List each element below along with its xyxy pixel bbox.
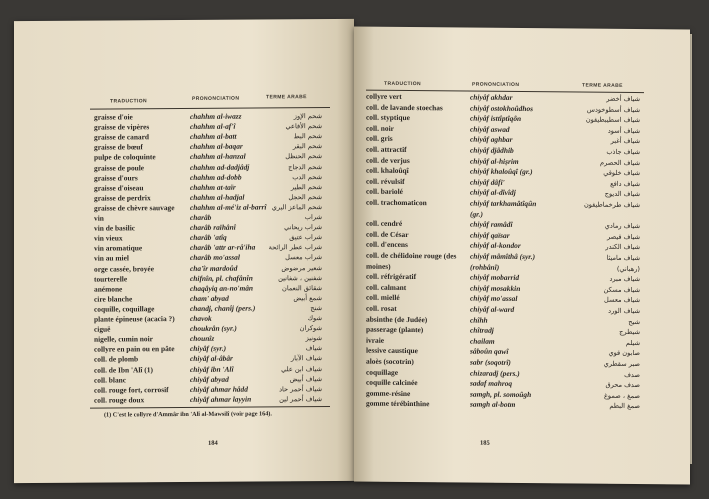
entry-traduction: gomme-résine	[366, 388, 411, 398]
entry-arabe: شفنين ، شفانين	[278, 273, 322, 282]
entry-arabe: شعير مرضوض	[281, 263, 322, 272]
entry-arabe: شياف دافع	[610, 179, 640, 188]
entry-arabe: شقائق النعمان	[282, 283, 322, 293]
entry-prononciation: chiyâf akhdar	[470, 92, 513, 102]
entry-traduction: coll. trachomaticon	[366, 197, 427, 208]
entry-arabe: شياف الآبار	[290, 354, 322, 363]
entry-arabe: شحم الطير	[290, 182, 322, 191]
entry-traduction: tourterelle	[94, 273, 128, 284]
entry-prononciation: choukrân (syr.)	[190, 323, 237, 334]
entry-arabe: شراب	[304, 213, 322, 222]
entry-prononciation: sâboûn qawî	[470, 346, 509, 357]
entry-prononciation: chiyâf aswad	[470, 124, 510, 134]
entry-traduction: coll. réfrigératif	[366, 271, 417, 282]
entry-arabe: شياف أبيض	[289, 374, 322, 383]
entry-traduction: vin de basilic	[94, 223, 136, 233]
entry-traduction: vin au miel	[94, 253, 129, 264]
entry-prononciation: chaqâyiq an-no'mân	[190, 283, 254, 293]
entry-prononciation: chîtradj	[470, 325, 494, 335]
entry-traduction: coll. cendré	[366, 218, 403, 229]
entry-traduction: anémone	[94, 284, 123, 294]
entry-arabe: شياف اسطيبطيقون	[585, 115, 640, 125]
entry-prononciation: chiyâf mobarrid	[470, 272, 520, 283]
entry-arabe: شراب ريحاني	[284, 223, 322, 232]
entry-prononciation: cham' abyad	[190, 293, 229, 303]
entry-traduction: vin vieux	[94, 233, 123, 243]
entry-traduction: coll. bariolé	[366, 187, 403, 197]
entry-traduction: coquille calcinée	[366, 377, 418, 388]
entry-traduction: coll. noir	[366, 123, 394, 133]
entry-traduction: graisse d'oiseau	[94, 182, 144, 193]
footnote-rule	[90, 406, 330, 409]
entry-arabe: شحم البقر	[292, 142, 322, 151]
entry-traduction: graisse de perdrix	[94, 193, 151, 203]
entry-prononciation: chahhm al-mé'iz al-barrî	[190, 202, 267, 212]
entry-arabe: شياف	[305, 344, 322, 353]
entry-arabe: شياف أسطوخودس	[586, 105, 640, 114]
entry-prononciation: chizaradj (pers.)	[470, 368, 520, 378]
entry-traduction: orge cassée, broyée	[94, 263, 154, 274]
entry-arabe: شياف الحصرم	[600, 158, 640, 167]
left-entries	[14, 111, 354, 405]
entry-prononciation: charâb raïhânî	[190, 222, 236, 233]
entry-traduction: coll. de Ibn 'Alî (1)	[94, 364, 153, 375]
entry-prononciation: chiyâf qaïsar	[470, 230, 510, 240]
entry-prononciation: chiyâf aghbar	[470, 134, 513, 145]
entry-arabe: شراب معسل	[285, 253, 322, 262]
entry-traduction: coll. attractif	[366, 144, 407, 154]
entry-arabe: شيح	[628, 317, 640, 326]
header-terme-arabe: TERME ARABE	[582, 82, 623, 89]
entry-arabe: شحم الحجل	[288, 192, 322, 202]
entry-prononciation: chiyâf tarkhamâtîqûn	[470, 198, 537, 209]
entry-prononciation: chahhm ad-dadjâdj	[190, 162, 250, 172]
entry-traduction: coll. de lavande stoechas	[366, 102, 443, 112]
entry-arabe: شمع أبيض	[293, 293, 322, 303]
entry-prononciation: sabr (soqotrî)	[470, 357, 511, 367]
entry-traduction: coll. de César	[366, 229, 409, 239]
entry-prononciation: chahhm al-af'î	[190, 121, 236, 132]
entry-arabe: شوكران	[299, 324, 322, 333]
entry-prononciation: chiyâf ostokhoûdhos	[470, 103, 534, 113]
entry-prononciation: chiyâf ramâdî	[470, 219, 513, 230]
page-number-right: 185	[480, 439, 490, 447]
entry-arabe: (رهباني)	[616, 264, 640, 273]
entry-prononciation: (rohbânî)	[470, 262, 500, 272]
entry-traduction: collyre en pain ou en pâte	[94, 344, 175, 354]
entry-prononciation: chiyâf al-kondor	[470, 240, 521, 251]
page-number-left: 184	[208, 439, 218, 447]
right-page	[354, 27, 690, 485]
entry-traduction: coll. de chélidoine rouge (des	[366, 250, 457, 261]
entry-prononciation: charâb mo'assal	[190, 253, 240, 263]
entry-arabe: شيطرج	[619, 328, 640, 337]
entry-traduction: ivraie	[366, 335, 385, 345]
entry-traduction: graisse d'oie	[94, 112, 133, 122]
entry-prononciation: chiyâf al-hiṣrim	[470, 156, 519, 166]
header-prononciation: PRONONCIATION	[192, 95, 240, 102]
entry-traduction: absinthe (de Judée)	[366, 314, 428, 324]
entry-traduction: coll. de verjus	[366, 155, 410, 165]
entry-arabe: شياف معسل	[603, 296, 640, 305]
entry-traduction: coll. gris	[366, 134, 393, 144]
entry-arabe: شحم الحنظل	[285, 152, 322, 161]
entry-arabe: صبر سقطري	[603, 359, 640, 369]
entry-traduction: aloès (socotrin)	[366, 356, 414, 367]
entry-traduction: collyre vert	[366, 91, 402, 101]
entry-traduction: moines)	[366, 261, 391, 271]
entry-prononciation: samgh, pl. somoûgh	[470, 389, 532, 399]
entry-arabe: شراب عطر الرائحة	[268, 243, 322, 252]
entry-traduction: graisse d'ours	[94, 172, 138, 183]
entry-traduction: graisse de canard	[94, 132, 150, 142]
entry-arabe: شياف الكندر	[605, 243, 640, 252]
entry-arabe: شياف الورد	[608, 306, 640, 316]
entry-prononciation: chahhm al-iwazz	[190, 111, 242, 121]
entry-arabe: شياف طرخماطيقون	[583, 200, 640, 210]
entry-traduction: coll. khaloûqî	[366, 165, 409, 176]
entry-arabe: شيلم	[625, 338, 640, 347]
entry-prononciation: chiyâf djâdhib	[470, 145, 514, 155]
entry-traduction: coll. d'encens	[366, 240, 408, 250]
entry-prononciation: cha'îr mardoûd	[190, 263, 238, 273]
entry-prononciation: chiyâf mâmîthâ (syr.)	[470, 251, 536, 262]
footnote: (1) C'est le collyre d'Ammâr ibn 'Alî al-Mawsilî (voir page 164).	[104, 410, 272, 419]
entry-prononciation: chiyâf al-dîvîdj	[470, 187, 516, 198]
entry-prononciation: chahhm at-taïr	[190, 182, 236, 192]
entry-traduction: gomme térébinthine	[366, 399, 430, 409]
entry-traduction: ciguë	[94, 324, 111, 334]
open-book	[6, 4, 706, 499]
entry-traduction: coll. miellé	[366, 293, 400, 303]
entry-arabe: شوك	[307, 314, 322, 323]
entry-prononciation: chiyâf ahmar layyin	[190, 394, 252, 404]
entry-arabe: شياف أخضر	[606, 94, 640, 104]
entry-arabe: شحم البط	[293, 132, 322, 141]
entry-arabe: صدف	[624, 370, 640, 379]
entry-traduction: coll. rouge fort, corrosif	[94, 384, 169, 395]
header-traduction: TRADUCTION	[384, 80, 422, 88]
entry-prononciation: chiyâf khaloûqî (gr.)	[470, 166, 533, 177]
entry-traduction: vin	[94, 213, 104, 223]
entry-traduction: coll. blanc	[94, 374, 127, 385]
entry-arabe: شحم الدجاج	[288, 162, 322, 171]
entry-traduction: coquillage	[366, 367, 399, 377]
entry-prononciation: chiyâf al-âbâr	[190, 354, 233, 364]
header-traduction: TRADUCTION	[110, 98, 148, 105]
entry-prononciation: charâb 'attr ar-râ'iha	[190, 242, 256, 253]
entry-arabe: شياف خلوقي	[603, 168, 640, 178]
entry-prononciation: chahhm al-baqar	[190, 141, 243, 152]
entry-arabe: شياف قيصر	[607, 232, 640, 241]
entry-traduction: coll. rosat	[366, 303, 397, 313]
entry-prononciation: chandj, chanîj (pers.)	[190, 303, 256, 313]
entry-arabe: شحم الدب	[292, 172, 322, 181]
entry-prononciation: chîhh	[470, 315, 488, 325]
header-terme-arabe: TERME ARABE	[266, 94, 307, 101]
entry-arabe: شياف ابن علي	[281, 364, 322, 373]
entry-traduction: coll. calmant	[366, 282, 407, 292]
entry-prononciation: chavok	[190, 313, 212, 323]
entry-arabe: شحم الماعز البري	[271, 202, 322, 212]
entry-arabe: شونيز	[305, 334, 322, 343]
entry-prononciation: chiyâf ibn 'Alî	[190, 364, 234, 374]
entry-traduction: lessive caustique	[366, 346, 418, 356]
entry-prononciation: chounîz	[190, 333, 215, 344]
entry-traduction: coll. révulsif	[366, 176, 405, 186]
entry-traduction: graisse de vipères	[94, 122, 150, 132]
entry-arabe: شحم الأفاعي	[285, 122, 322, 131]
entry-prononciation: charâb 'atîq	[190, 232, 227, 243]
entry-prononciation: chahhm ad-dobb	[190, 172, 242, 182]
entry-arabe: شياف ماميثا	[606, 253, 640, 263]
entry-arabe: شياف جاذب	[606, 147, 640, 157]
entry-traduction: coll. rouge doux	[94, 395, 145, 405]
entry-arabe: شنج	[310, 303, 322, 313]
entry-traduction: cire blanche	[94, 294, 133, 304]
entry-traduction: graisse de bœuf	[94, 142, 143, 152]
entry-arabe: شياف مسكن	[603, 285, 640, 294]
entry-traduction: graisse de chèvre sauvage	[94, 202, 175, 213]
left-page	[14, 19, 354, 483]
entry-prononciation: chahhm al-batt	[190, 131, 237, 142]
entry-prononciation: chahhm al-hadjal	[190, 192, 245, 202]
entry-arabe: صابون قوي	[608, 349, 640, 358]
entry-traduction: passerage (plante)	[366, 324, 424, 335]
entry-prononciation: (gr.)	[470, 209, 483, 219]
entry-arabe: شياف رمادي	[604, 221, 640, 231]
entry-prononciation: charâb	[190, 212, 212, 222]
entry-prononciation: chiyâf al-ward	[470, 304, 515, 314]
entry-traduction: coquille, coquillage	[94, 304, 155, 314]
entry-prononciation: sadaf mahroq	[470, 378, 513, 389]
entry-arabe: شياف الديوج	[604, 190, 640, 199]
entry-prononciation: chiyâf mosakkin	[470, 283, 521, 293]
entry-traduction: pulpe de coloquinte	[94, 152, 156, 163]
entry-prononciation: chailam	[470, 336, 495, 346]
entry-prononciation: chiyâf mo'assal	[470, 293, 518, 304]
entry-arabe: شياف أغبر	[610, 137, 640, 146]
entry-traduction: vin aromatique	[94, 243, 143, 253]
entry-arabe: شحم الإوز	[293, 112, 322, 121]
entry-arabe: شياف أسود	[607, 126, 640, 135]
entry-arabe: شراب عتيق	[289, 233, 322, 242]
entry-traduction: nigelle, cumin noir	[94, 334, 153, 344]
entry-arabe: صدف محرق	[605, 380, 640, 390]
entry-prononciation: chifnîn, pl. chafânîn	[190, 273, 253, 283]
entry-prononciation: samgh al-botm	[470, 399, 516, 410]
entry-traduction: graisse de poule	[94, 162, 145, 173]
entry-prononciation: chiyâf ahmar hâdd	[190, 384, 248, 394]
entry-traduction: plante épineuse (acacia ?)	[94, 314, 175, 324]
entry-arabe: صمغ البطم	[609, 402, 640, 411]
entry-prononciation: chahhm al-hanzal	[190, 151, 246, 162]
entry-prononciation: chiyâf (syr.)	[190, 344, 227, 354]
entry-arabe: شياف مبرد	[609, 274, 640, 284]
entry-prononciation: chiyâf dâfi'	[470, 177, 505, 187]
entry-traduction: coll. styptique	[366, 112, 410, 123]
entry-prononciation: chiyâf abyad	[190, 374, 229, 384]
entry-arabe: صمغ ، صموغ	[604, 391, 640, 400]
entry-prononciation: chiyâf isttîptîqôn	[470, 113, 522, 124]
header-rule	[90, 107, 330, 110]
entry-arabe: شياف أحمر حاد	[279, 384, 322, 394]
entry-arabe	[550, 210, 640, 211]
entry-arabe: شياف أحمر لين	[279, 394, 322, 404]
header-prononciation: PRONONCIATION	[472, 81, 520, 88]
entry-traduction: coll. de plomb	[94, 354, 139, 365]
